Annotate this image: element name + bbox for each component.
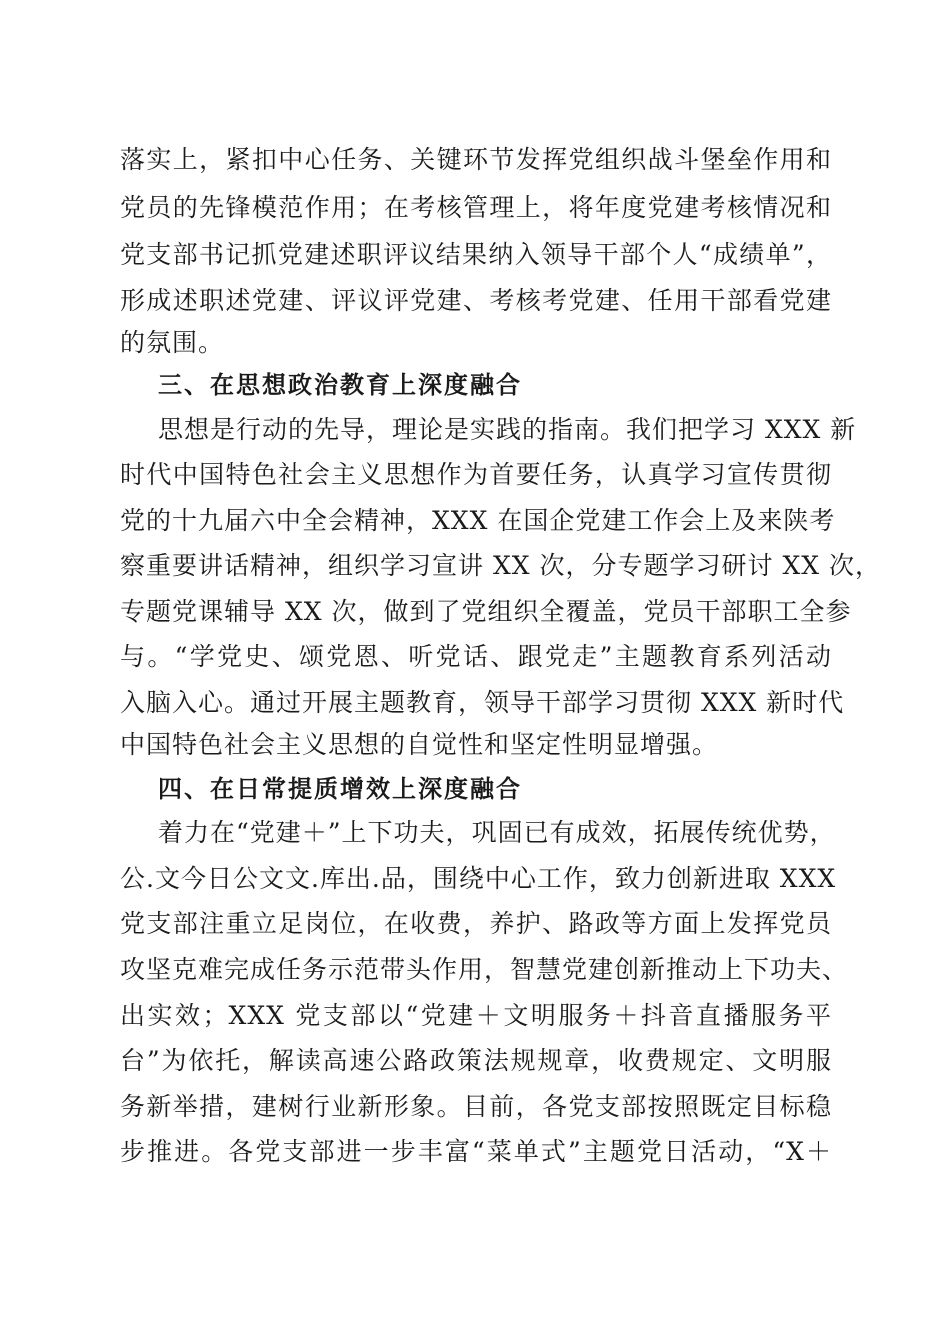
body-text-line: 时代中国特色社会主义思想作为首要任务，认真学习宣传贯彻 xyxy=(120,460,832,489)
body-text-line: 党支部注重立足岗位，在收费，养护、路政等方面上发挥党员 xyxy=(120,909,832,938)
body-text-line: 的氛围。 xyxy=(120,328,225,357)
body-text-line: 与。“学党史、颂党恩、听党话、跟党走”主题教育系列活动 xyxy=(120,642,832,671)
body-text-line: 察重要讲话精神，组织学习宣讲 XX 次，分专题学习研讨 XX 次， xyxy=(120,551,881,580)
body-text-line: 公.文今日公文文.库出.品，围绕中心工作，致力创新进取 XXX xyxy=(120,864,837,893)
body-text-line: 思想是行动的先导，理论是实践的指南。我们把学习 XXX 新 xyxy=(158,415,857,444)
body-text-line: 中国特色社会主义思想的自觉性和坚定性明显增强。 xyxy=(120,730,719,759)
body-text-line: 着力在“党建＋”上下功夫，巩固已有成效，拓展传统优势， xyxy=(158,818,836,847)
body-text-line: 形成述职述党建、评议评党建、考核考党建、任用干部看党建 xyxy=(120,286,832,315)
body-text-line: 落实上，紧扣中心任务、关键环节发挥党组织战斗堡垒作用和 xyxy=(120,145,832,174)
body-text-line: 入脑入心。通过开展主题教育，领导干部学习贯彻 XXX 新时代 xyxy=(120,688,845,717)
body-text-line: 党支部书记抓党建述职评议结果纳入领导干部个人“成绩单”， xyxy=(120,240,832,269)
body-text-line: 务新举措，建树行业新形象。目前，各党支部按照既定目标稳 xyxy=(120,1092,832,1121)
body-text-line: 党的十九届六中全会精神，XXX 在国企党建工作会上及来陕考 xyxy=(120,506,836,535)
section-heading-4: 四、在日常提质增效上深度融合 xyxy=(158,775,522,803)
body-text-line: 步推进。各党支部进一步丰富“菜单式”主题党日活动，“X＋ xyxy=(120,1137,832,1166)
body-text-line: 党员的先锋模范作用；在考核管理上，将年度党建考核情况和 xyxy=(120,193,832,222)
body-text-line: 台”为依托，解读高速公路政策法规规章，收费规定、文明服 xyxy=(120,1046,832,1075)
body-text-line: 攻坚克难完成任务示范带头作用，智慧党建创新推动上下功夫、 xyxy=(120,955,849,984)
section-heading-3: 三、在思想政治教育上深度融合 xyxy=(158,371,522,399)
body-text-line: 出实效；XXX 党支部以“党建＋文明服务＋抖音直播服务平 xyxy=(120,1001,832,1030)
body-text-line: 专题党课辅导 XX 次，做到了党组织全覆盖，党员干部职工全参 xyxy=(120,597,852,626)
